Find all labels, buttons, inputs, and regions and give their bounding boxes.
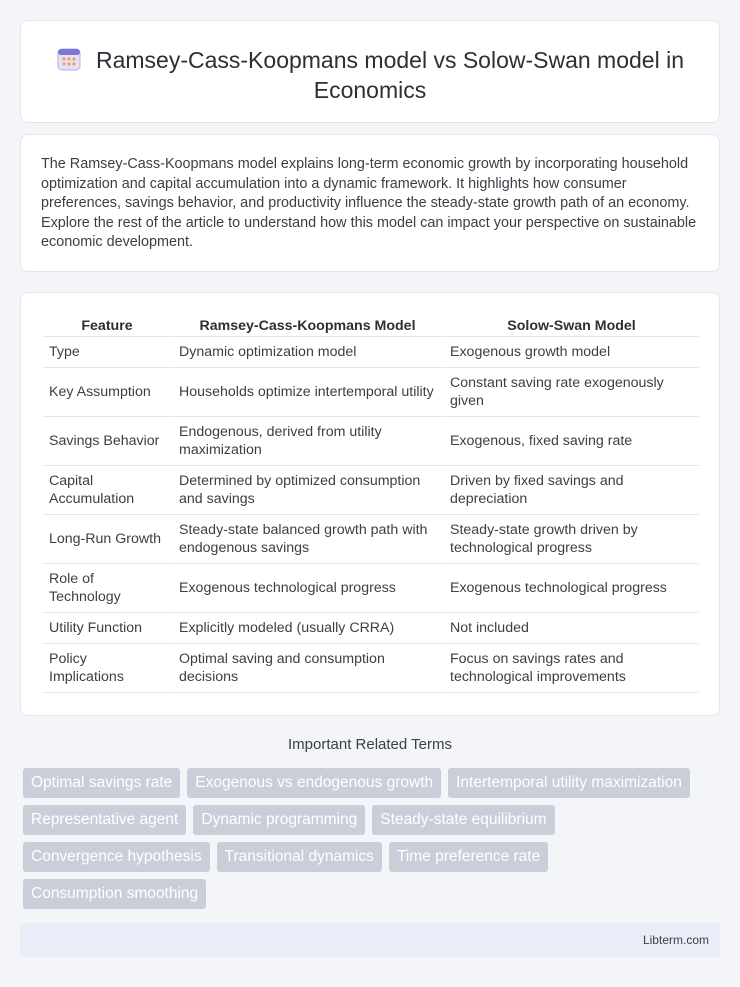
table-cell-feature: Utility Function bbox=[43, 613, 171, 644]
table-cell-feature: Savings Behavior bbox=[43, 417, 171, 466]
table-cell-ramsey: Households optimize intertemporal utility bbox=[171, 368, 442, 417]
table-row bbox=[43, 613, 699, 644]
tag-row bbox=[23, 879, 723, 909]
table-cell-solow: Constant saving rate exogenously given bbox=[442, 368, 699, 417]
comparison-table-card bbox=[20, 292, 720, 716]
tag-representative-agent[interactable]: Representative agent bbox=[23, 805, 186, 835]
table-row bbox=[43, 417, 699, 466]
tag-exogenous-vs-endogenous-growth[interactable]: Exogenous vs endogenous growth bbox=[187, 768, 441, 798]
header-solow: Solow-Swan Model bbox=[442, 315, 699, 337]
comparison-table bbox=[43, 315, 699, 693]
intro-card bbox=[20, 134, 720, 272]
table-cell-ramsey: Dynamic optimization model bbox=[171, 337, 442, 368]
table-cell-feature: Type bbox=[43, 337, 171, 368]
table-cell-ramsey: Steady-state balanced growth path with endogenous savings bbox=[171, 515, 442, 564]
table-cell-solow: Exogenous technological progress bbox=[442, 564, 699, 613]
table-header-row bbox=[43, 315, 699, 337]
table-cell-solow: Exogenous, fixed saving rate bbox=[442, 417, 699, 466]
table-row bbox=[43, 466, 699, 515]
tag-row bbox=[23, 842, 723, 872]
tag-optimal-savings-rate[interactable]: Optimal savings rate bbox=[23, 768, 180, 798]
calendar-grid-icon bbox=[56, 46, 82, 72]
tag-row bbox=[23, 805, 723, 835]
table-cell-ramsey: Determined by optimized consumption and savings bbox=[171, 466, 442, 515]
table-row bbox=[43, 644, 699, 693]
related-terms-heading: Important Related Terms bbox=[288, 736, 452, 753]
page-title bbox=[41, 45, 699, 105]
related-terms-tags bbox=[23, 768, 723, 916]
tag-transitional-dynamics[interactable]: Transitional dynamics bbox=[217, 842, 382, 872]
tag-time-preference-rate[interactable]: Time preference rate bbox=[389, 842, 548, 872]
table-cell-solow: Not included bbox=[442, 613, 699, 644]
table-cell-ramsey: Optimal saving and consumption decisions bbox=[171, 644, 442, 693]
header-feature: Feature bbox=[43, 315, 171, 337]
table-row bbox=[43, 564, 699, 613]
table-cell-feature: Long-Run Growth bbox=[43, 515, 171, 564]
table-cell-feature: Capital Accumulation bbox=[43, 466, 171, 515]
intro-paragraph: The Ramsey-Cass-Koopmans model explains long-term economic growth by incorporating household optimization and capital accumulation into a dynamic framework. It highlights how consumer preferences, savings behavior, and productivity influence the steady-state growth path of an economy. Explore the rest of the article to understand how this model can impact your perspective on sustainable economic development. bbox=[41, 156, 697, 250]
title-text: Ramsey-Cass-Koopmans model vs Solow-Swan model in Economics bbox=[95, 47, 684, 103]
title-card bbox=[20, 20, 720, 123]
table-cell-ramsey: Endogenous, derived from utility maximization bbox=[171, 417, 442, 466]
footer bbox=[20, 923, 720, 957]
tag-steady-state-equilibrium[interactable]: Steady-state equilibrium bbox=[372, 805, 554, 835]
table-cell-solow: Focus on savings rates and technological improvements bbox=[442, 644, 699, 693]
tag-convergence-hypothesis[interactable]: Convergence hypothesis bbox=[23, 842, 210, 872]
tag-row bbox=[23, 768, 723, 798]
tag-dynamic-programming[interactable]: Dynamic programming bbox=[193, 805, 365, 835]
tag-consumption-smoothing[interactable]: Consumption smoothing bbox=[23, 879, 206, 909]
table-cell-feature: Role of Technology bbox=[43, 564, 171, 613]
table-row bbox=[43, 337, 699, 368]
table-row bbox=[43, 368, 699, 417]
table-cell-solow: Steady-state growth driven by technological progress bbox=[442, 515, 699, 564]
header-ramsey: Ramsey-Cass-Koopmans Model bbox=[171, 315, 442, 337]
tag-intertemporal-utility-maximization[interactable]: Intertemporal utility maximization bbox=[448, 768, 690, 798]
table-cell-ramsey: Exogenous technological progress bbox=[171, 564, 442, 613]
table-cell-ramsey: Explicitly modeled (usually CRRA) bbox=[171, 613, 442, 644]
table-cell-solow: Exogenous growth model bbox=[442, 337, 699, 368]
table-cell-solow: Driven by fixed savings and depreciation bbox=[442, 466, 699, 515]
table-row bbox=[43, 515, 699, 564]
table-cell-feature: Policy Implications bbox=[43, 644, 171, 693]
table-cell-feature: Key Assumption bbox=[43, 368, 171, 417]
footer-site-link[interactable]: Libterm.com bbox=[642, 933, 709, 947]
